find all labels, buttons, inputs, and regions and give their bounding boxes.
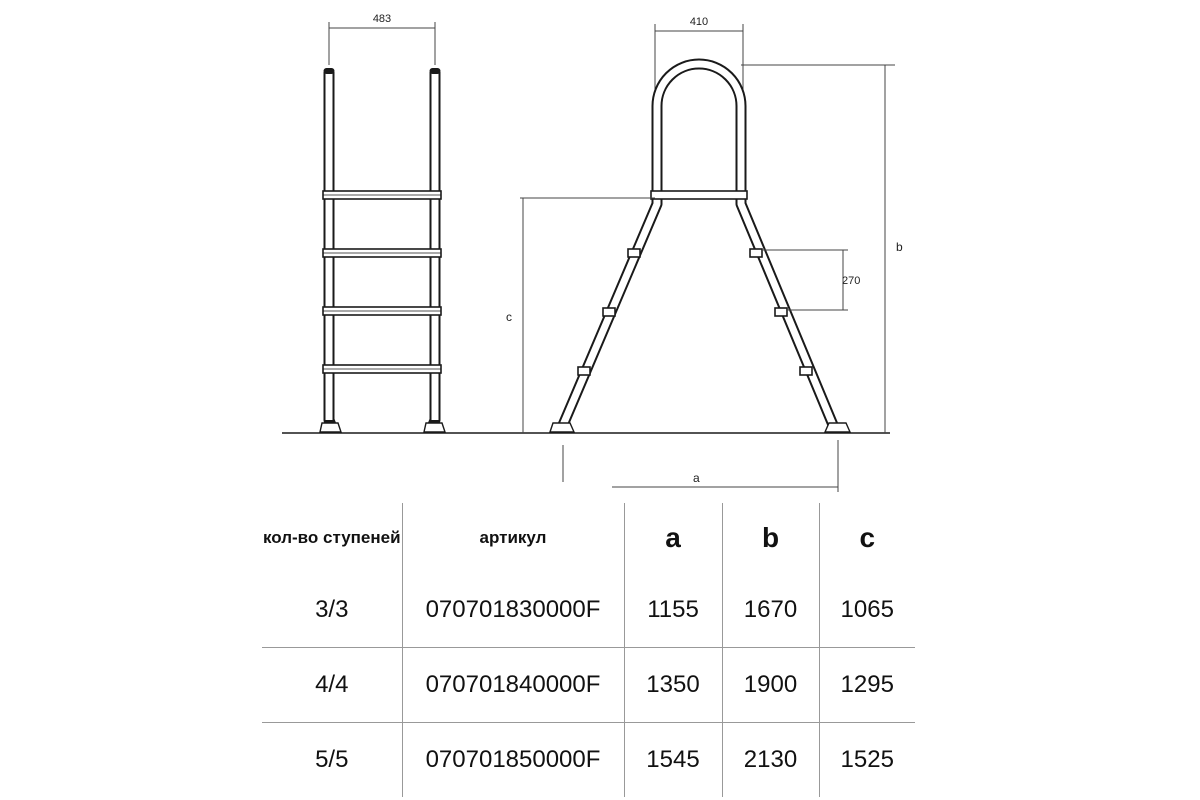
cell-article: 070701830000F [402, 573, 624, 648]
cell-b: 2130 [722, 723, 819, 798]
cell-article: 070701850000F [402, 723, 624, 798]
front-view [320, 13, 445, 432]
cell-c: 1065 [819, 573, 915, 648]
cell-a: 1545 [624, 723, 722, 798]
cell-steps: 4/4 [262, 648, 402, 723]
header-article: артикул [402, 503, 624, 573]
cell-b: 1670 [722, 573, 819, 648]
table-row [262, 648, 915, 723]
cell-b: 1900 [722, 648, 819, 723]
table-row [262, 723, 915, 798]
label-c: c [506, 310, 512, 324]
table-header-row [262, 503, 915, 573]
spec-table [262, 503, 915, 797]
label-b: b [896, 240, 903, 254]
header-c: c [819, 503, 915, 573]
cell-c: 1295 [819, 648, 915, 723]
front-width-label: 483 [372, 13, 392, 25]
header-steps: кол-во ступеней [262, 528, 401, 547]
cell-article: 070701840000F [402, 648, 624, 723]
side-view [506, 16, 903, 492]
cell-c: 1525 [819, 723, 915, 798]
cell-steps: 5/5 [262, 723, 402, 798]
step-pitch-label: 270 [842, 275, 861, 287]
cell-steps: 3/3 [315, 596, 349, 623]
header-b: b [722, 503, 819, 573]
header-a: a [624, 503, 722, 573]
cell-a: 1155 [624, 573, 722, 648]
side-width-label: 410 [689, 16, 709, 28]
table-row [262, 573, 915, 648]
label-a: a [693, 471, 700, 485]
cell-a: 1350 [624, 648, 722, 723]
